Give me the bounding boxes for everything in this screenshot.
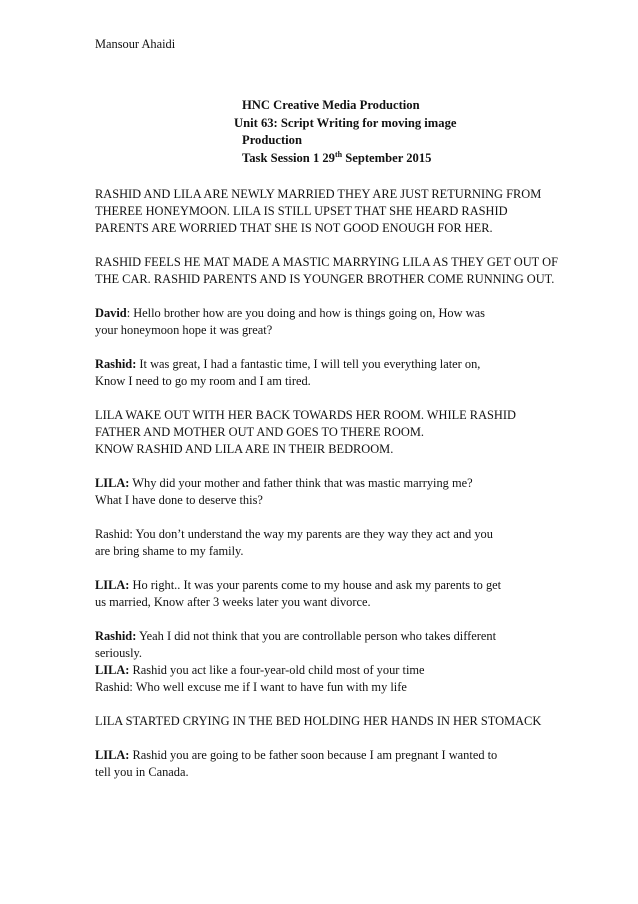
dialogue-line <box>95 526 555 560</box>
unit-title: Unit 63: Script Writing for moving image <box>234 115 457 130</box>
text-line <box>95 577 555 594</box>
text-line: are bring shame to my family. <box>95 544 244 558</box>
session-line <box>234 150 456 168</box>
speaker-name: LILA: <box>95 476 130 490</box>
text-line: PARENTS ARE WORRIED THAT SHE IS NOT GOOD ENOUGH FOR HER. <box>95 221 493 235</box>
text-line: Rashid: You don’t understand the way my parents are they way they act and you <box>95 527 493 541</box>
dialogue-text: : Hello brother how are you doing and how is things going on, How was <box>126 306 485 320</box>
dialogue-line <box>95 475 555 509</box>
speaker-name: Rashid: <box>95 629 137 643</box>
text-line: Rashid: Who well excuse me if I want to have fun with my life <box>95 680 407 694</box>
dialogue-text: Yeah I did not think that you are controllable person who takes different <box>136 629 497 643</box>
course-title: HNC Creative Media Production <box>242 98 420 112</box>
text-line: LILA WAKE OUT WITH HER BACK TOWARDS HER ROOM. WHILE RASHID <box>95 408 516 422</box>
speaker-name: David <box>95 306 127 320</box>
text-line <box>95 475 555 492</box>
scene-direction <box>95 254 558 288</box>
dialogue-line <box>95 577 555 611</box>
text-line <box>95 305 555 322</box>
text-line <box>95 356 555 373</box>
dialogue-line <box>95 679 555 696</box>
dialogue-line <box>95 747 555 781</box>
text-line: LILA STARTED CRYING IN THE BED HOLDING HER HANDS IN HER STOMACK <box>95 714 542 728</box>
text-line: your honeymoon hope it was great? <box>95 323 273 337</box>
text-line: THE CAR. RASHID PARENTS AND IS YOUNGER BROTHER COME RUNNING OUT. <box>95 272 555 286</box>
dialogue-line <box>95 662 555 679</box>
text-line: FATHER AND MOTHER OUT AND GOES TO THERE ROOM. <box>95 425 424 439</box>
title-block <box>234 97 456 167</box>
speaker-name: LILA: <box>95 663 130 677</box>
speaker-name: LILA: <box>95 748 130 762</box>
session-ordinal-suffix: th <box>334 149 343 159</box>
text-line <box>95 628 555 645</box>
text-line: What I have done to deserve this? <box>95 493 263 507</box>
dialogue-line <box>95 628 555 662</box>
text-line: Know I need to go my room and I am tired. <box>95 374 311 388</box>
dialogue-text: It was great, I had a fantastic time, I will tell you everything later on, <box>136 357 481 371</box>
dialogue-text: Ho right.. It was your parents come to my house and ask my parents to get <box>129 578 502 592</box>
speaker-name: Rashid: <box>95 357 137 371</box>
dialogue-line <box>95 305 555 339</box>
text-line <box>95 662 555 679</box>
dialogue-text: Why did your mother and father think that was mastic marrying me? <box>129 476 473 490</box>
text-line: us married, Know after 3 weeks later you want divorce. <box>95 595 371 609</box>
author-name: Mansour Ahaidi <box>95 37 176 51</box>
scene-direction <box>95 713 555 730</box>
session-prefix: Task Session 1 29 <box>242 150 335 165</box>
dialogue-text: Rashid you are going to be father soon because I am pregnant I wanted to <box>129 748 498 762</box>
text-line: KNOW RASHID AND LILA ARE IN THEIR BEDROOM. <box>95 442 394 456</box>
dialogue-line <box>95 356 555 390</box>
text-line: tell you in Canada. <box>95 765 189 779</box>
text-line: RASHID FEELS HE MAT MADE A MASTIC MARRYING LILA AS THEY GET OUT OF <box>95 255 558 269</box>
text-line: RASHID AND LILA ARE NEWLY MARRIED THEY ARE JUST RETURNING FROM <box>95 187 542 201</box>
dialogue-text: Rashid you act like a four-year-old child most of your time <box>129 663 425 677</box>
text-line <box>95 747 555 764</box>
text-line: seriously. <box>95 646 143 660</box>
session-date: September 2015 <box>342 150 432 165</box>
script-body <box>95 186 558 798</box>
text-line: THEREE HONEYMOON. LILA IS STILL UPSET THAT SHE HEARD RASHID <box>95 204 508 218</box>
speaker-name: LILA: <box>95 578 130 592</box>
scene-direction <box>95 407 555 458</box>
scene-direction <box>95 186 555 237</box>
unit-title-continued: Production <box>242 133 302 147</box>
